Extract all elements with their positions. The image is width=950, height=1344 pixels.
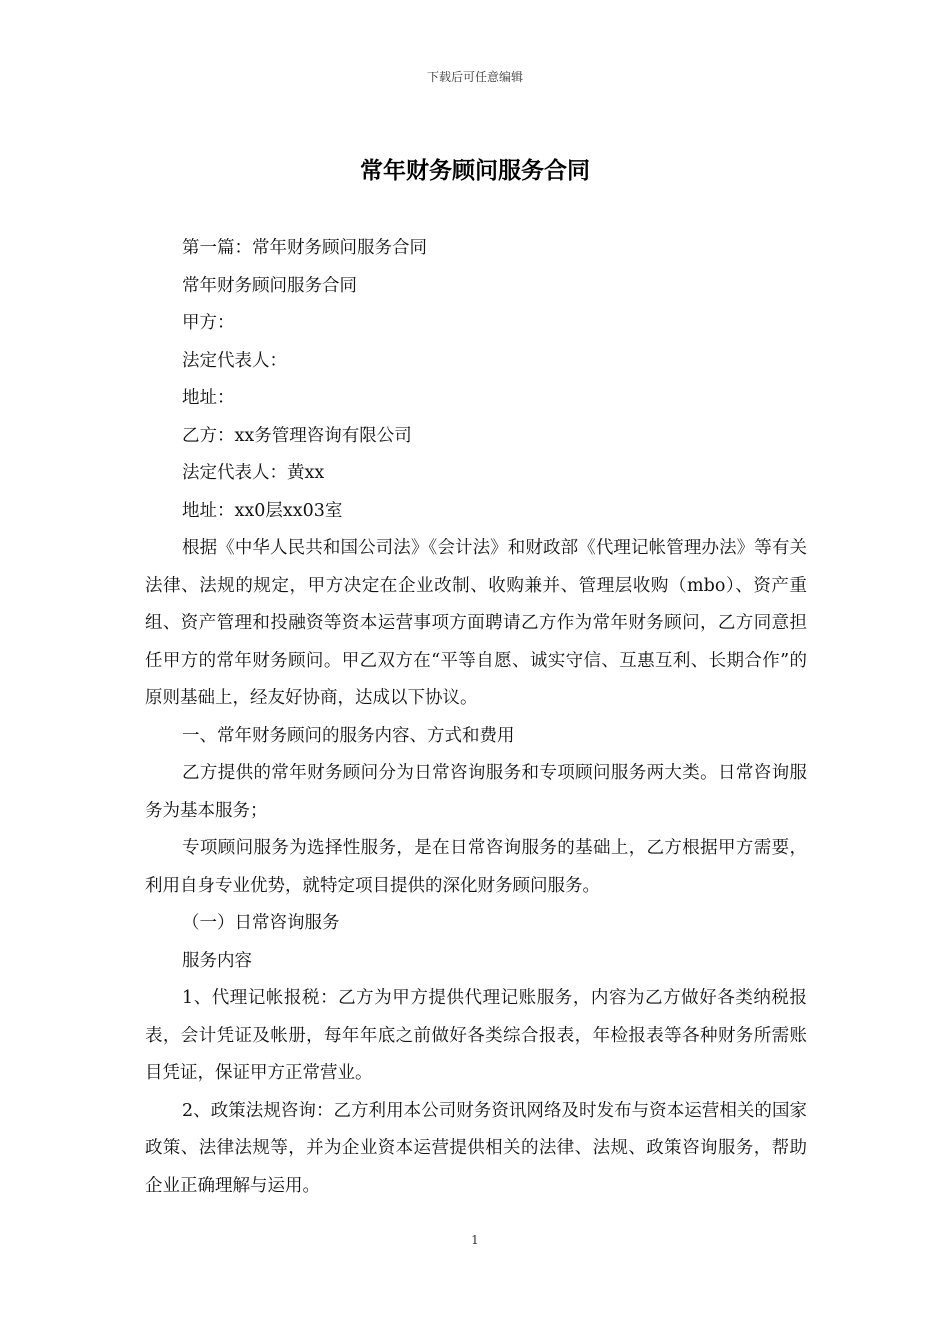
paragraph-contract-name: 常年财务顾问服务合同: [182, 275, 357, 296]
paragraph-item-2: 2、政策法规咨询：乙方利用本公司财务资讯网络及时发布与资本运营相关的国家政策、法律法规等，并为企业资本运营提供相关的法律、法规、政策咨询服务，帮助企业正确理解与运用。: [145, 1100, 807, 1196]
paragraph-party-b: 乙方：xx务管理咨询有限公司: [182, 425, 412, 446]
paragraph-special-services: 专项顾问服务为选择性服务，是在日常咨询服务的基础上，乙方根据甲方需要，利用自身专业优势，就特定项目提供的深化财务顾问服务。: [145, 838, 807, 896]
paragraph-service-content-label: 服务内容: [182, 950, 252, 971]
paragraph-item-1: 1、代理记帐报税：乙方为甲方提供代理记账服务，内容为乙方做好各类纳税报表，会计凭证及帐册，每年年底之前做好各类综合报表，年检报表等各种财务所需账目凭证，保证甲方正常营业。: [145, 988, 807, 1083]
paragraph-service-categories: 乙方提供的常年财务顾问分为日常咨询服务和专项顾问服务两大类。日常咨询服务为基本服务；: [145, 763, 807, 821]
paragraph-preamble: 根据《中华人民共和国公司法》《会计法》和财政部《代理记帐管理办法》等有关法律、法规的规定，甲方决定在企业改制、收购兼并、管理层收购（mbo）、资产重组、资产管理和投融资等资本运营事项方面聘请乙方作为常年财务顾问，乙方同意担任甲方的常年财务顾问。甲乙双方在“平等自愿、诚实守信、互惠互利、长期合作”的原则基础上，经友好协商，达成以下协议。: [145, 538, 807, 708]
paragraph-subsection-heading: （一）日常咨询服务: [182, 913, 340, 933]
document-body: [145, 230, 807, 1205]
document-title: 常年财务顾问服务合同: [360, 158, 590, 184]
paragraph-party-b-representative: 法定代表人：黄xx: [182, 463, 325, 483]
header-note: 下载后可任意编辑: [426, 70, 523, 84]
paragraph-party-b-address: 地址：xx0层xx03室: [182, 500, 343, 521]
paragraph-section-heading: 一、常年财务顾问的服务内容、方式和费用: [182, 725, 515, 746]
page-number: 1: [471, 1233, 479, 1247]
paragraph-party-a-address: 地址：: [182, 388, 235, 408]
paragraph-party-a-representative: 法定代表人：: [182, 350, 287, 371]
paragraph-part-heading: 第一篇：常年财务顾问服务合同: [182, 238, 427, 258]
paragraph-party-a: 甲方：: [182, 313, 235, 333]
